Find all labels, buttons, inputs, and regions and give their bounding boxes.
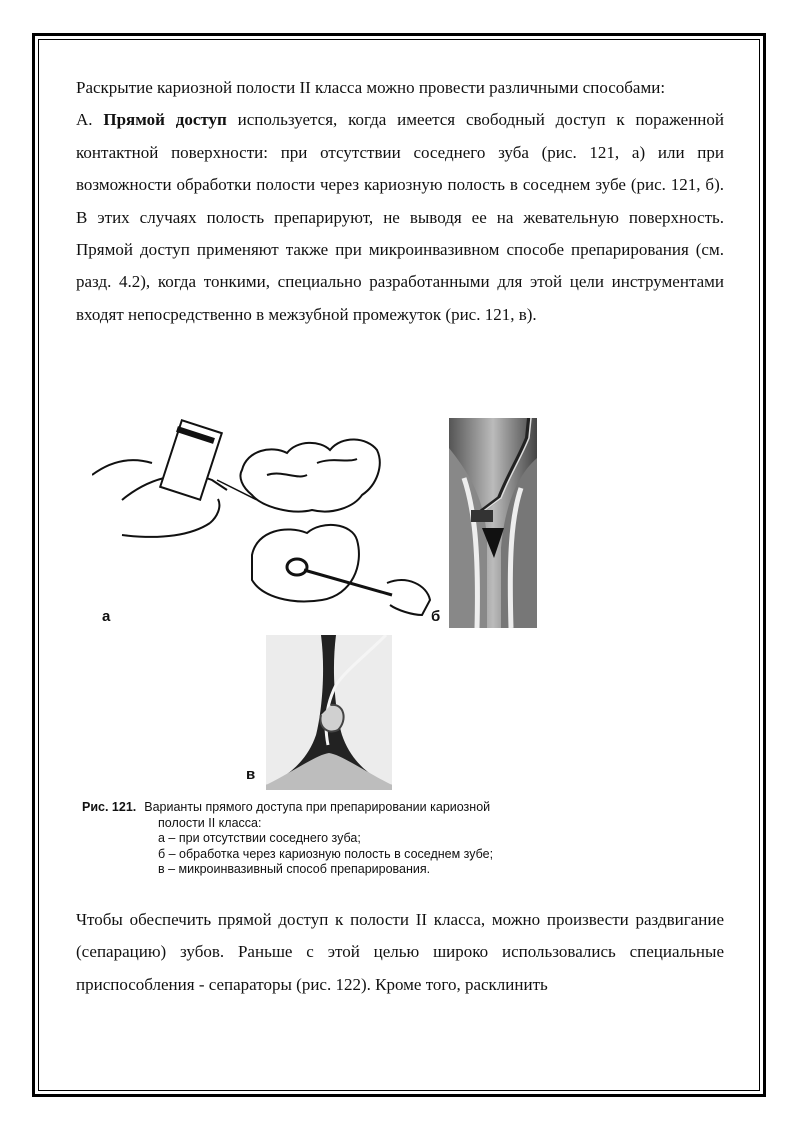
figure-121v-illustration	[266, 635, 392, 790]
figure-label-v: в	[246, 766, 256, 783]
caption-title-line	[82, 800, 602, 816]
item-prefix: А.	[76, 110, 93, 130]
figure-label-b: б	[431, 608, 441, 625]
figure-121a-illustration	[92, 415, 432, 625]
separation-text: Чтобы обеспечить прямой доступ к полости II класса, можно произвести раздвигание (сепарацию) зубов. Раньше с этой целью широко использовались специальные приспособления - сепараторы (рис. 122). Кроме того, расклинить	[76, 910, 724, 994]
intro-line: Раскрытие кариозной полости II класса можно провести различными способами:	[76, 78, 666, 97]
paragraph-separation	[76, 904, 724, 1001]
figure-label-a: а	[102, 608, 111, 625]
caption-label: Рис. 121.	[82, 800, 137, 814]
caption-item-a: а – при отсутствии соседнего зуба;	[158, 831, 361, 845]
direct-access-paragraph	[76, 104, 724, 331]
direct-access-term: Прямой доступ	[103, 110, 227, 130]
caption-item-b: б – обработка через кариозную полость в соседнем зубе;	[158, 846, 494, 861]
figure-caption	[82, 800, 602, 878]
caption-line-1: Варианты прямого доступа при препарировании кариозной	[144, 800, 491, 814]
caption-item-v: в – микроинвазивный способ препарирования.	[158, 862, 431, 876]
figure-121b-illustration	[449, 418, 537, 628]
direct-access-text: используется, когда имеется свободный доступ к пораженной контактной поверхности: при отсутствии соседнего зуба (рис. 121, а) или при возможности обработки полости через кариозную полость в соседнем зубе (рис. 121, б). В этих случаях полость препарируют, не выводя ее на жевательную поверхность. Прямой доступ применяют также при микроинвазивном способе препарирования (см. разд. 4.2), когда тонкими, специально разработанными для этой цели инструментами входят непосредственно в межзубной промежуток (рис. 121, в).	[76, 110, 724, 324]
paragraph-intro	[76, 72, 724, 331]
caption-line-2: полости II класса:	[158, 815, 262, 830]
